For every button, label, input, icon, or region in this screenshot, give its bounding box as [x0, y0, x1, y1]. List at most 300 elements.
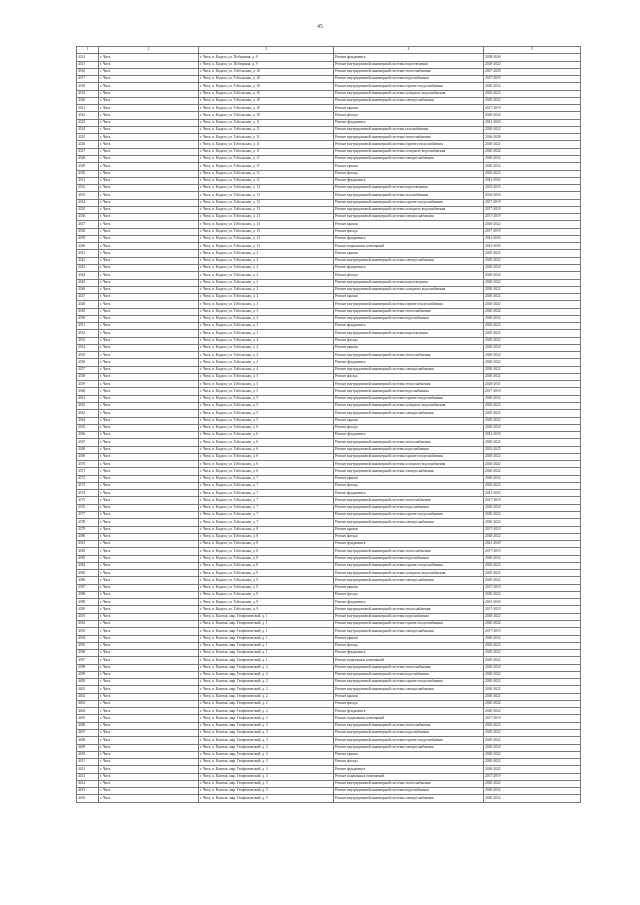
table-row — [77, 214, 581, 221]
table-row — [77, 424, 581, 431]
work-type-cell: Ремонт внутридомовой инженерной системы газоснабжения — [334, 192, 484, 199]
municipality-cell: г. Чита — [99, 294, 199, 301]
municipality-cell: г. Чита — [99, 519, 199, 526]
municipality-cell: г. Чита — [99, 381, 199, 388]
municipality-cell: г. Чита — [99, 163, 199, 170]
table-row — [77, 395, 581, 402]
row-number-cell: 4401 — [77, 686, 99, 693]
period-cell: 2020-2022 — [484, 468, 581, 475]
municipality-cell: г. Чита — [99, 664, 199, 671]
period-cell: 2020-2022 — [484, 555, 581, 562]
municipality-cell: г. Чита — [99, 76, 199, 83]
address-cell: г. Чита, п. Кадала, ул. Тобольская, д. 3 — [199, 294, 334, 301]
period-cell: 2020-2022 — [484, 330, 581, 337]
work-type-cell: Ремонт фасада — [334, 759, 484, 766]
address-cell: г. Чита, п. Кадала, ул. Тобольская, д. 6 — [199, 453, 334, 460]
row-number-cell: 4332 — [77, 185, 99, 192]
repair-schedule-table — [76, 46, 581, 803]
row-number-cell: 4380 — [77, 533, 99, 540]
row-number-cell: 4375 — [77, 497, 99, 504]
municipality-cell: г. Чита — [99, 68, 199, 75]
period-cell: 2020-2022 — [484, 562, 581, 569]
municipality-cell: г. Чита — [99, 141, 199, 148]
row-number-cell: 4358 — [77, 373, 99, 380]
table-row — [77, 490, 581, 497]
row-number-cell: 4316 — [77, 68, 99, 75]
table-row — [77, 192, 581, 199]
address-cell: г. Чита, п. Каштак, мкр. Геофизический, д. 1 — [199, 613, 334, 620]
municipality-cell: г. Чита — [99, 388, 199, 395]
municipality-cell: г. Чита — [99, 264, 199, 271]
address-cell: г. Чита, п. Кадала, ул. Тобольская, д. 3 — [199, 315, 334, 322]
work-type-cell: Ремонт внутридомовой инженерной системы горячего водоснабжения — [334, 453, 484, 460]
row-number-cell: 4355 — [77, 352, 99, 359]
work-type-cell: Ремонт внутридомовой инженерной системы электроснабжения — [334, 577, 484, 584]
row-number-cell: 4360 — [77, 388, 99, 395]
work-type-cell: Ремонт внутридомовой инженерной системы водоснабжения — [334, 315, 484, 322]
address-cell: г. Чита, п. Каштак, мкр. Геофизический, д. 1 — [199, 657, 334, 664]
table-row — [77, 403, 581, 410]
work-type-cell: Ремонт внутридомовой инженерной системы водоснабжения — [334, 613, 484, 620]
period-cell: 2020-2022 — [484, 148, 581, 155]
municipality-cell: г. Чита — [99, 679, 199, 686]
address-cell: г. Чита, п. Кадала, ул. Тобольская, д. 6 — [199, 424, 334, 431]
municipality-cell: г. Чита — [99, 795, 199, 802]
municipality-cell: г. Чита — [99, 599, 199, 606]
work-type-cell: Ремонт внутридомовой инженерной системы горячего водоснабжения — [334, 679, 484, 686]
period-cell: 2020-2022 — [484, 337, 581, 344]
period-cell: 2020-2022 — [484, 323, 581, 330]
address-cell: г. Чита, п. Кадала, ул. Тобольская, д. 8 — [199, 555, 334, 562]
address-cell: г. Чита, п. Кадала, ул. Тобольская, д. 11 — [199, 126, 334, 133]
period-cell: 2020-2022 — [484, 759, 581, 766]
work-type-cell: Ремонт фундамента — [334, 650, 484, 657]
row-number-cell: 4374 — [77, 490, 99, 497]
row-number-cell: 4340 — [77, 243, 99, 250]
row-number-cell: 4405 — [77, 715, 99, 722]
period-cell: 2020-2022 — [484, 308, 581, 315]
address-cell: г. Чита, п. Кадала, ул. Тобольская, д. 11 — [199, 148, 334, 155]
row-number-cell: 4385 — [77, 570, 99, 577]
row-number-cell: 4404 — [77, 708, 99, 715]
row-number-cell: 4389 — [77, 599, 99, 606]
period-cell: 2020-2022 — [484, 591, 581, 598]
period-cell: 2041-2043 — [484, 490, 581, 497]
address-cell: г. Чита, п. Кадала, ул. Тобольская, д. 10 — [199, 83, 334, 90]
address-cell: г. Чита, п. Каштак, мкр. Геофизический, д. 1 — [199, 642, 334, 649]
period-cell: 2017-2019 — [484, 773, 581, 780]
row-number-cell: 4334 — [77, 199, 99, 206]
table-row — [77, 482, 581, 489]
address-cell: г. Чита, п. Кадала, ул. Тобольская, д. 10 — [199, 90, 334, 97]
work-type-cell: Ремонт подвальных помещений — [334, 715, 484, 722]
address-cell: г. Чита, п. Кадала, ул. Тобольская, д. 4 — [199, 352, 334, 359]
period-cell: 2017-2019 — [484, 715, 581, 722]
municipality-cell: г. Чита — [99, 235, 199, 242]
work-type-cell: Ремонт внутридомовой инженерной системы холодного водоснабжения — [334, 90, 484, 97]
period-cell: 2020-2022 — [484, 475, 581, 482]
municipality-cell: г. Чита — [99, 686, 199, 693]
table-row — [77, 461, 581, 468]
row-number-cell: 4382 — [77, 548, 99, 555]
table-row — [77, 148, 581, 155]
period-cell: 2020-2022 — [484, 766, 581, 773]
work-type-cell: Ремонт крыши — [334, 250, 484, 257]
municipality-cell: г. Чита — [99, 119, 199, 126]
address-cell: г. Чита, п. Каштак, мкр. Геофизический, д. 2 — [199, 664, 334, 671]
address-cell: г. Чита, п. Кадала, ул. Тобольская, д. 8 — [199, 533, 334, 540]
period-cell: 2020-2022 — [484, 272, 581, 279]
municipality-cell: г. Чита — [99, 54, 199, 61]
work-type-cell: Ремонт внутридомовой инженерной системы водоснабжения — [334, 788, 484, 795]
period-cell: 2017-2019 — [484, 526, 581, 533]
row-number-cell: 4378 — [77, 519, 99, 526]
work-type-cell: Ремонт внутридомовой инженерной системы горячего водоснабжения — [334, 199, 484, 206]
table-row — [77, 620, 581, 627]
row-number-cell: 4317 — [77, 76, 99, 83]
work-type-cell: Ремонт внутридомовой инженерной системы электроснабжения — [334, 686, 484, 693]
address-cell: г. Чита, п. Каштак, мкр. Геофизический, д. 3 — [199, 751, 334, 758]
municipality-cell: г. Чита — [99, 126, 199, 133]
period-cell: 2020-2022 — [484, 395, 581, 402]
municipality-cell: г. Чита — [99, 148, 199, 155]
work-type-cell: Ремонт внутридомовой инженерной системы теплоснабжения — [334, 780, 484, 787]
work-type-cell: Ремонт подвальных помещений — [334, 657, 484, 664]
table-row — [77, 352, 581, 359]
address-cell: г. Чита, п. Кадала, ул. Тобольская, д. 3 — [199, 301, 334, 308]
work-type-cell: Ремонт внутридомовой инженерной системы горячего водоснабжения — [334, 737, 484, 744]
work-type-cell: Ремонт фасада — [334, 337, 484, 344]
work-type-cell: Ремонт крыши — [334, 163, 484, 170]
municipality-cell: г. Чита — [99, 206, 199, 213]
address-cell: г. Чита, п. Каштак, мкр. Геофизический, д. 1 — [199, 628, 334, 635]
work-type-cell: Ремонт фундамента — [334, 177, 484, 184]
table-row — [77, 126, 581, 133]
table-row — [77, 533, 581, 540]
table-row — [77, 512, 581, 519]
row-number-cell: 4369 — [77, 453, 99, 460]
period-cell: 2029-2031 — [484, 381, 581, 388]
row-number-cell: 4377 — [77, 512, 99, 519]
period-cell: 2020-2022 — [484, 788, 581, 795]
table-row — [77, 686, 581, 693]
work-type-cell: Ремонт внутридомовой инженерной системы теплоснабжения — [334, 308, 484, 315]
row-number-cell: 4387 — [77, 584, 99, 591]
table-row — [77, 76, 581, 83]
municipality-cell: г. Чита — [99, 337, 199, 344]
row-number-cell: 4368 — [77, 446, 99, 453]
work-type-cell: Ремонт крыши — [334, 635, 484, 642]
period-cell: 2020-2022 — [484, 424, 581, 431]
row-number-cell: 4342 — [77, 257, 99, 264]
table-row — [77, 97, 581, 104]
work-type-cell: Ремонт фасада — [334, 170, 484, 177]
address-cell: г. Чита, п. Кадала, ул. Тобольская, д. 10 — [199, 112, 334, 119]
period-cell: 2041-2043 — [484, 599, 581, 606]
table-row — [77, 410, 581, 417]
column-header: 5 — [484, 47, 581, 54]
municipality-cell: г. Чита — [99, 737, 199, 744]
address-cell: г. Чита, п. Каштак, мкр. Геофизический, д. 2 — [199, 679, 334, 686]
table-row — [77, 635, 581, 642]
period-cell: 2017-2019 — [484, 628, 581, 635]
work-type-cell: Ремонт внутридомовой инженерной системы электроснабжения — [334, 628, 484, 635]
municipality-cell: г. Чита — [99, 744, 199, 751]
period-cell: 2020-2022 — [484, 671, 581, 678]
address-cell: г. Чита, п. Кадала, ул. Тобольская, д. 3 — [199, 308, 334, 315]
address-cell: г. Чита, п. Кадала, ул. Тобольская, д. 13 — [199, 192, 334, 199]
row-number-cell: 4412 — [77, 766, 99, 773]
municipality-cell: г. Чита — [99, 490, 199, 497]
municipality-cell: г. Чита — [99, 279, 199, 286]
address-cell: г. Чита, п. Кадала, ул. Тобольская, д. 5 — [199, 373, 334, 380]
municipality-cell: г. Чита — [99, 410, 199, 417]
row-number-cell: 4402 — [77, 693, 99, 700]
row-number-cell: 4350 — [77, 315, 99, 322]
row-number-cell: 4386 — [77, 577, 99, 584]
work-type-cell: Ремонт подвальных помещений — [334, 243, 484, 250]
work-type-cell: Ремонт фасада — [334, 272, 484, 279]
row-number-cell: 4348 — [77, 301, 99, 308]
period-cell: 2020-2022 — [484, 461, 581, 468]
address-cell: г. Чита, п. Кадала, ул. Тобольская, д. 11 — [199, 163, 334, 170]
row-number-cell: 4331 — [77, 177, 99, 184]
table-row — [77, 504, 581, 511]
municipality-cell: г. Чита — [99, 759, 199, 766]
table-row — [77, 555, 581, 562]
address-cell: г. Чита, п. Каштак, мкр. Геофизический, д. 5 — [199, 788, 334, 795]
address-cell: г. Чита, п. Кадала, ул. Тобольская, д. 13 — [199, 206, 334, 213]
period-cell: 2020-2022 — [484, 264, 581, 271]
address-cell: г. Чита, п. Кадала, ул. Тобольская, д. 10 — [199, 76, 334, 83]
address-cell: г. Чита, п. Кадала, ул. Тобольская, д. 13 — [199, 214, 334, 221]
row-number-cell: 4409 — [77, 744, 99, 751]
table-row — [77, 468, 581, 475]
period-cell: 2023-2025 — [484, 185, 581, 192]
municipality-cell: г. Чита — [99, 570, 199, 577]
row-number-cell: 4384 — [77, 562, 99, 569]
row-number-cell: 4364 — [77, 417, 99, 424]
period-cell: 2020-2022 — [484, 708, 581, 715]
row-number-cell: 4407 — [77, 729, 99, 736]
table-row — [77, 228, 581, 235]
period-cell: 2017-2019 — [484, 199, 581, 206]
work-type-cell: Ремонт внутридомовой инженерной системы горячего водоснабжения — [334, 512, 484, 519]
municipality-cell: г. Чита — [99, 577, 199, 584]
work-type-cell: Ремонт внутридомовой инженерной системы водоснабжения — [334, 446, 484, 453]
work-type-cell: Ремонт фундамента — [334, 766, 484, 773]
period-cell: 2020-2022 — [484, 519, 581, 526]
table-row — [77, 548, 581, 555]
table-row — [77, 446, 581, 453]
period-cell: 2017-2019 — [484, 105, 581, 112]
work-type-cell: Ремонт внутридомовой инженерной системы горячего водоснабжения — [334, 395, 484, 402]
municipality-cell: г. Чита — [99, 344, 199, 351]
address-cell: г. Чита, п. Кадала, ул. Тобольская, д. 4 — [199, 359, 334, 366]
work-type-cell: Ремонт крыши — [334, 344, 484, 351]
table-row — [77, 497, 581, 504]
row-number-cell: 4344 — [77, 272, 99, 279]
address-cell: г. Чита, п. Каштак, мкр. Геофизический, д. 1 — [199, 620, 334, 627]
period-cell: 2020-2022 — [484, 90, 581, 97]
address-cell: г. Чита, п. Кадала, ул. Тобольская, д. 13 — [199, 235, 334, 242]
work-type-cell: Ремонт внутридомовой инженерной системы теплоснабжения — [334, 722, 484, 729]
municipality-cell: г. Чита — [99, 439, 199, 446]
row-number-cell: 4408 — [77, 737, 99, 744]
work-type-cell: Ремонт внутридомовой инженерной системы холодного водоснабжения — [334, 286, 484, 293]
column-header: 2 — [99, 47, 199, 54]
work-type-cell: Ремонт фасада — [334, 591, 484, 598]
table-row — [77, 170, 581, 177]
table-row — [77, 105, 581, 112]
municipality-cell: г. Чита — [99, 192, 199, 199]
table-row — [77, 221, 581, 228]
row-number-cell: 4381 — [77, 541, 99, 548]
row-number-cell: 4397 — [77, 657, 99, 664]
table-row — [77, 744, 581, 751]
municipality-cell: г. Чита — [99, 788, 199, 795]
period-cell: 2026-2028 — [484, 134, 581, 141]
table-row — [77, 112, 581, 119]
address-cell: г. Чита, п. Кадала, ул. Тобольская, д. 7 — [199, 519, 334, 526]
municipality-cell: г. Чита — [99, 751, 199, 758]
period-cell: 2020-2022 — [484, 722, 581, 729]
address-cell: г. Чита, п. Кадала, ул. Тобольская, д. 7 — [199, 482, 334, 489]
address-cell: г. Чита, п. Кадала, ул. Побединая, д. 9 — [199, 54, 334, 61]
work-type-cell: Ремонт внутридомовой инженерной системы электроснабжения — [334, 257, 484, 264]
municipality-cell: г. Чита — [99, 177, 199, 184]
municipality-cell: г. Чита — [99, 504, 199, 511]
municipality-cell: г. Чита — [99, 366, 199, 373]
period-cell: 2017-2019 — [484, 206, 581, 213]
work-type-cell: Ремонт внутридомовой инженерной системы электроснабжения — [334, 410, 484, 417]
table-row — [77, 562, 581, 569]
municipality-cell: г. Чита — [99, 773, 199, 780]
municipality-cell: г. Чита — [99, 97, 199, 104]
row-number-cell: 4415 — [77, 788, 99, 795]
table-row — [77, 301, 581, 308]
table-row — [77, 163, 581, 170]
work-type-cell: Ремонт внутридомовой инженерной системы горячего водоснабжения — [334, 562, 484, 569]
municipality-cell: г. Чита — [99, 562, 199, 569]
row-number-cell: 4403 — [77, 700, 99, 707]
municipality-cell: г. Чита — [99, 243, 199, 250]
table-row — [77, 119, 581, 126]
row-number-cell: 4411 — [77, 759, 99, 766]
table-row — [77, 177, 581, 184]
row-number-cell: 4353 — [77, 337, 99, 344]
municipality-cell: г. Чита — [99, 766, 199, 773]
municipality-cell: г. Чита — [99, 228, 199, 235]
period-cell: 2023-2025 — [484, 446, 581, 453]
row-number-cell: 4314 — [77, 54, 99, 61]
address-cell: г. Чита, п. Каштак, мкр. Геофизический, д. 3 — [199, 766, 334, 773]
municipality-cell: г. Чита — [99, 286, 199, 293]
table-row — [77, 628, 581, 635]
work-type-cell: Ремонт фундамента — [334, 359, 484, 366]
address-cell: г. Чита, п. Кадала, ул. Тобольская, д. 13 — [199, 221, 334, 228]
table-row — [77, 54, 581, 61]
municipality-cell: г. Чита — [99, 250, 199, 257]
period-cell: 2020-2022 — [484, 439, 581, 446]
address-cell: г. Чита, п. Кадала, ул. Тобольская, д. 6 — [199, 468, 334, 475]
period-cell: 2020-2022 — [484, 795, 581, 802]
row-number-cell: 4376 — [77, 504, 99, 511]
period-cell: 2017-2019 — [484, 388, 581, 395]
row-number-cell: 4391 — [77, 613, 99, 620]
row-number-cell: 4336 — [77, 214, 99, 221]
table-row — [77, 344, 581, 351]
table-row — [77, 155, 581, 162]
table-row — [77, 541, 581, 548]
period-cell: 2020-2022 — [484, 352, 581, 359]
municipality-cell: г. Чита — [99, 403, 199, 410]
row-number-cell: 4328 — [77, 155, 99, 162]
municipality-cell: г. Чита — [99, 606, 199, 613]
row-number-cell: 4327 — [77, 148, 99, 155]
period-cell: 2020-2022 — [484, 163, 581, 170]
municipality-cell: г. Чита — [99, 432, 199, 439]
work-type-cell: Ремонт внутридомовой инженерной системы теплоснабжения — [334, 134, 484, 141]
table-row — [77, 642, 581, 649]
period-cell: 2020-2022 — [484, 751, 581, 758]
address-cell: г. Чита, п. Каштак, мкр. Геофизический, д. 2 — [199, 700, 334, 707]
period-cell: 2020-2022 — [484, 679, 581, 686]
address-cell: г. Чита, п. Каштак, мкр. Геофизический, д. 3 — [199, 744, 334, 751]
municipality-cell: г. Чита — [99, 461, 199, 468]
address-cell: г. Чита, п. Кадала, ул. Тобольская, д. 4 — [199, 344, 334, 351]
row-number-cell: 4379 — [77, 526, 99, 533]
municipality-cell: г. Чита — [99, 272, 199, 279]
work-type-cell: Ремонт фундамента — [334, 541, 484, 548]
table-row — [77, 700, 581, 707]
table-row — [77, 366, 581, 373]
address-cell: г. Чита, п. Каштак, мкр. Геофизический, д. 1 — [199, 635, 334, 642]
period-cell: 2020-2022 — [484, 366, 581, 373]
row-number-cell: 4315 — [77, 61, 99, 68]
address-cell: г. Чита, п. Каштак, мкр. Геофизический, д. 3 — [199, 722, 334, 729]
table-row — [77, 286, 581, 293]
municipality-cell: г. Чита — [99, 650, 199, 657]
work-type-cell: Ремонт фундамента — [334, 264, 484, 271]
work-type-cell: Ремонт крыши — [334, 417, 484, 424]
address-cell: г. Чита, п. Кадала, ул. Тобольская, д. 8 — [199, 548, 334, 555]
row-number-cell: 4371 — [77, 468, 99, 475]
table-row — [77, 330, 581, 337]
municipality-cell: г. Чита — [99, 199, 199, 206]
row-number-cell: 4400 — [77, 679, 99, 686]
table-row — [77, 337, 581, 344]
work-type-cell: Ремонт фасада — [334, 533, 484, 540]
work-type-cell: Ремонт внутридомовой инженерной системы горячего водоснабжения — [334, 83, 484, 90]
row-number-cell: 4349 — [77, 308, 99, 315]
work-type-cell: Ремонт крыши — [334, 693, 484, 700]
row-number-cell: 4388 — [77, 591, 99, 598]
address-cell: г. Чита, п. Кадала, ул. Тобольская, д. 10 — [199, 97, 334, 104]
municipality-cell: г. Чита — [99, 61, 199, 68]
municipality-cell: г. Чита — [99, 170, 199, 177]
row-number-cell: 4343 — [77, 264, 99, 271]
work-type-cell: Ремонт фундамента — [334, 54, 484, 61]
period-cell: 2020-2022 — [484, 170, 581, 177]
row-number-cell: 4392 — [77, 620, 99, 627]
table-row — [77, 722, 581, 729]
table-row — [77, 61, 581, 68]
table-row — [77, 679, 581, 686]
period-cell: 2017-2019 — [484, 214, 581, 221]
work-type-cell: Ремонт внутридомовой инженерной системы теплоснабжения — [334, 439, 484, 446]
municipality-cell: г. Чита — [99, 424, 199, 431]
